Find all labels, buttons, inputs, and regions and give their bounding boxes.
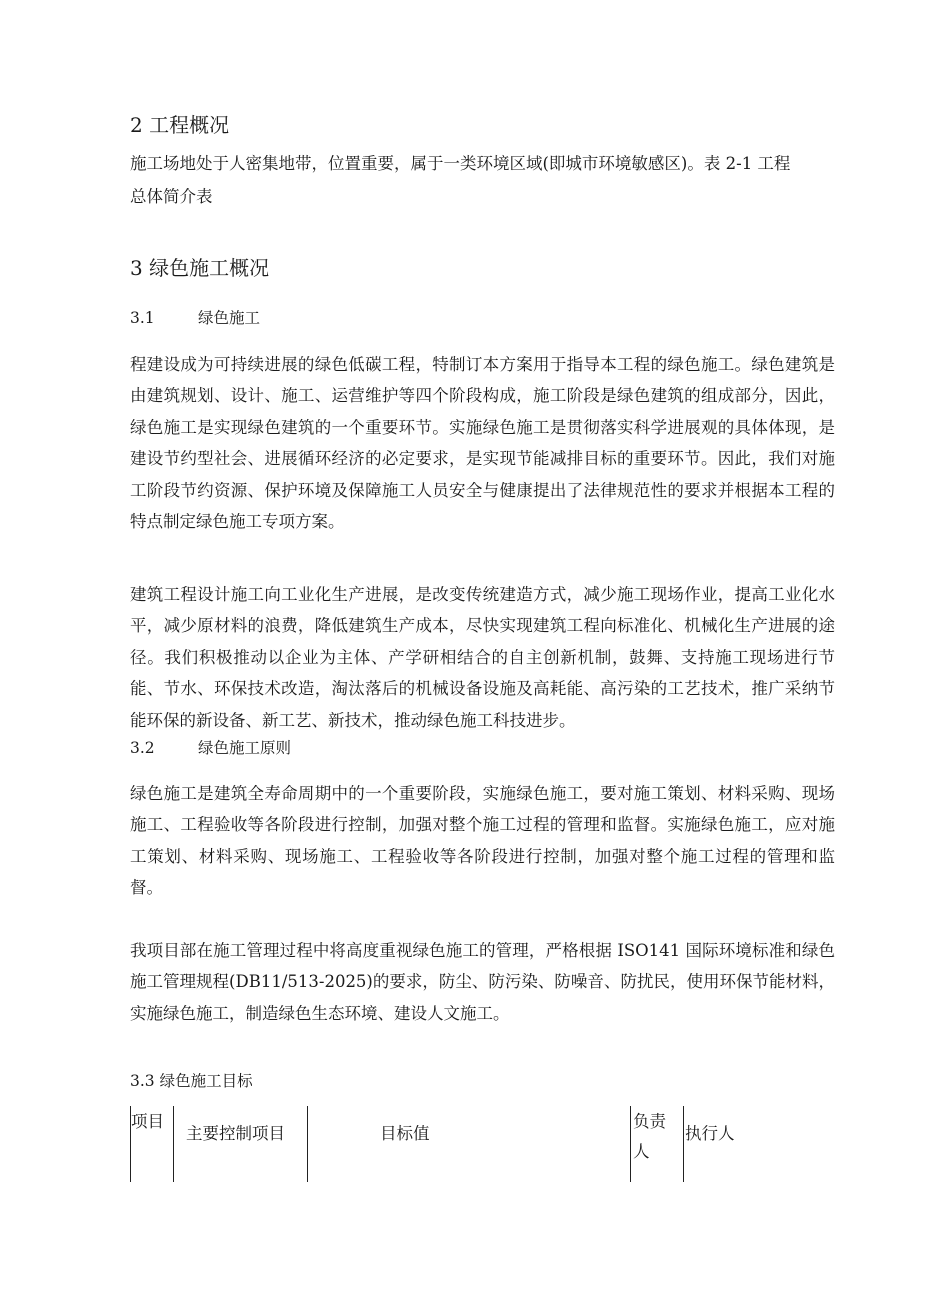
subsection-title: 绿色施工 — [198, 309, 261, 327]
subsection-3-1-heading — [130, 307, 260, 329]
paragraph-green-construction: 程建设成为可持续进展的绿色低碳工程，特制订本方案用于指导本工程的绿色施工。绿色建筑是由建筑规划、设计、施工、运营维护等四个阶段构成，施工阶段是绿色建筑的组成部分，因此，绿色施工是实现绿色建筑的一个重要环节。实施绿色施工是贯彻落实科学进展观的具体体现，是建设节约型社会、进展循环经济的必定要求，是实现节能减排目标的重要环节。因此，我们对施工阶段节约资源、保护环境及保障施工人员安全与健康提出了法律规范性的要求并根据本工程的特点制定绿色施工专项方案。 — [130, 355, 835, 532]
table-header-target-value: 目标值 — [380, 1124, 430, 1143]
subsection-3-3-heading: 3.3 绿色施工目标 — [130, 1072, 253, 1090]
table-border — [173, 1106, 174, 1182]
subsection-3-2-heading — [130, 737, 291, 759]
section-3-heading: 3 绿色施工概况 — [130, 256, 270, 280]
table-header-responsible-line-2: 人 — [633, 1142, 650, 1161]
section-2-body-line-1: 施工场地处于人密集地带，位置重要，属于一类环境区域(即城市环境敏感区)。表 2-1 工程 — [130, 154, 791, 173]
targets-table — [130, 1106, 735, 1182]
section-2-body-line-2: 总体简介表 — [130, 187, 213, 206]
paragraph-project-commitment: 我项目部在施工管理过程中将高度重视绿色施工的管理，严格根据 ISO141 国际环境标准和绿色施工管理规程(DB11/513-2025)的要求，防尘、防污染、防噪音、防扰民，使用环保节能材料，实施绿色施工，制造绿色生态环境、建设人文施工。 — [130, 941, 835, 1023]
table-header-executor: 执行人 — [685, 1124, 735, 1143]
subsection-number: 3.1 — [130, 309, 155, 327]
table-border — [307, 1106, 308, 1182]
table-header-main-control-items: 主要控制项目 — [186, 1124, 285, 1143]
paragraph-principles: 绿色施工是建筑全寿命周期中的一个重要阶段，实施绿色施工，要对施工策划、材料采购、现场施工、工程验收等各阶段进行控制，加强对整个施工过程的管理和监督。实施绿色施工，应对施工策划、材料采购、现场施工、工程验收等各阶段进行控制，加强对整个施工过程的管理和监督。 — [130, 784, 835, 898]
subsection-number: 3.2 — [130, 739, 155, 757]
table-header-responsible-line-1: 负责 — [633, 1112, 666, 1131]
section-2-heading: 2 工程概况 — [130, 113, 230, 137]
subsection-title: 绿色施工原则 — [198, 739, 292, 757]
table-border — [683, 1106, 684, 1182]
paragraph-industrialization: 建筑工程设计施工向工业化生产进展，是改变传统建造方式，减少施工现场作业，提高工业化水平，减少原材料的浪费，降低建筑生产成本，尽快实现建筑工程向标准化、机械化生产进展的途径。我们积极推动以企业为主体、产学研相结合的自主创新机制，鼓舞、支持施工现场进行节能、节水、环保技术改造，淘汰落后的机械设备设施及高耗能、高污染的工艺技术，推广采纳节能环保的新设备、新工艺、新技术，推动绿色施工科技进步。 — [130, 585, 835, 730]
table-header-project: 项目 — [131, 1112, 164, 1131]
table-border — [630, 1106, 631, 1182]
